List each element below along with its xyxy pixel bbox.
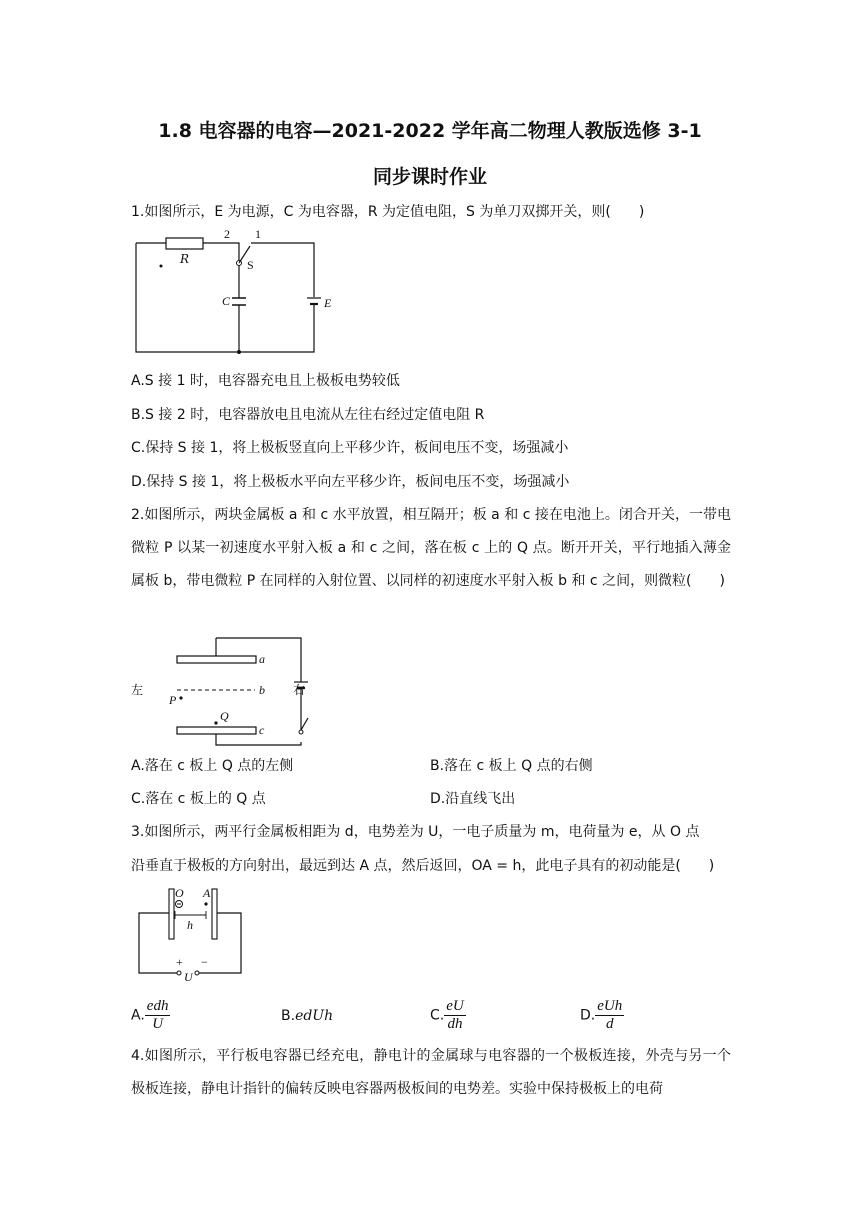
document-title: 1.8 电容器的电容—2021-2022 学年高二物理人教版选修 3-1 — [158, 120, 702, 142]
q2-option-b: B.落在 c 板上 Q 点的右侧 — [430, 758, 593, 774]
plate-a — [177, 656, 256, 663]
label-p: P — [169, 693, 177, 707]
q3-stem-line2: 沿垂直于极板的方向射出，最远到达 A 点，然后返回，OA = h，此电子具有的初动能是( ) — [131, 858, 715, 874]
q3-option-a: A. $\frac{\text{edh}}{U}$ — [131, 998, 169, 1032]
label-pos2: 2 — [224, 227, 230, 241]
label-o: O — [175, 886, 184, 900]
label-left: 左 — [131, 683, 144, 697]
label-right: 右 — [293, 683, 306, 697]
q3-option-d: D. $\frac{\text{eUh}}{d}$ — [580, 998, 623, 1032]
label-q: Q — [220, 709, 229, 723]
q1-circuit-figure — [131, 225, 331, 360]
q3-option-c: C. $\frac{eU}{dh}$ — [430, 998, 464, 1032]
label-u: U — [184, 970, 193, 984]
label-s: S — [247, 258, 254, 272]
label-e: E — [324, 296, 332, 310]
switch — [301, 718, 308, 730]
label-h: h — [187, 918, 193, 932]
q3-stem-line1: 3.如图所示，两平行金属板相距为 d，电势差为 U，一电子质量为 m，电荷量为 e，从 O 点 — [131, 824, 700, 840]
q2-option-d: D.沿直线飞出 — [430, 791, 516, 807]
label-b: b — [259, 683, 265, 697]
q2-stem: 2.如图所示，两块金属板 a 和 c 水平放置，相互隔开；板 a 和 c 接在电池上。闭合开关，一带电微粒 P 以某一初速度水平射入板 a 和 c 之间，落在板 c 上的 Q 点。断开开关，平行地插入薄金属板 b，带电微粒 P 在同样的入射位置、以同样的初速度水平射入板 b 和 c 之间，则微粒( ) — [131, 507, 731, 589]
label-c: c — [259, 723, 265, 737]
label-c: C — [222, 294, 231, 308]
q1-option-d: D.保持 S 接 1，将上极板水平向左平移少许，板间电压不变，场强减小 — [131, 474, 570, 490]
right-plate — [212, 889, 217, 939]
label-a: a — [259, 652, 265, 666]
q3-plates-figure — [131, 883, 261, 988]
q4-stem: 4.如图所示，平行板电容器已经充电，静电计的金属球与电容器的一个极板连接，外壳与另一个极板连接，静电计指针的偏转反映电容器两极板间的电势差。实验中保持极板上的电荷 — [131, 1048, 731, 1097]
q1-option-b: B.S 接 2 时，电容器放电且电流从左往右经过定值电阻 R — [131, 407, 485, 423]
q1-option-a: A.S 接 1 时，电容器充电且上极板电势较低 — [131, 373, 400, 389]
label-pos1: 1 — [255, 227, 261, 241]
resistor-r — [166, 238, 203, 249]
q2-option-a: A.落在 c 板上 Q 点的左侧 — [131, 758, 294, 774]
q1-option-c: C.保持 S 接 1，将上极板竖直向上平移少许，板间电压不变，场强减小 — [131, 440, 569, 456]
document-subtitle: 同步课时作业 — [372, 166, 487, 188]
q2-plates-figure — [131, 632, 331, 747]
label-a: A — [203, 886, 211, 900]
label-r: R — [180, 252, 190, 266]
q2-option-c: C.落在 c 板上的 Q 点 — [131, 791, 266, 807]
label-minus: − — [201, 955, 208, 969]
label-plus: + — [176, 955, 183, 969]
plate-c — [177, 727, 256, 734]
left-plate — [169, 889, 174, 939]
q3-option-b: B.edUh — [281, 1008, 334, 1024]
q1-stem: 1.如图所示，E 为电源，C 为电容器，R 为定值电阻，S 为单刀双掷开关，则( ) — [131, 204, 645, 220]
